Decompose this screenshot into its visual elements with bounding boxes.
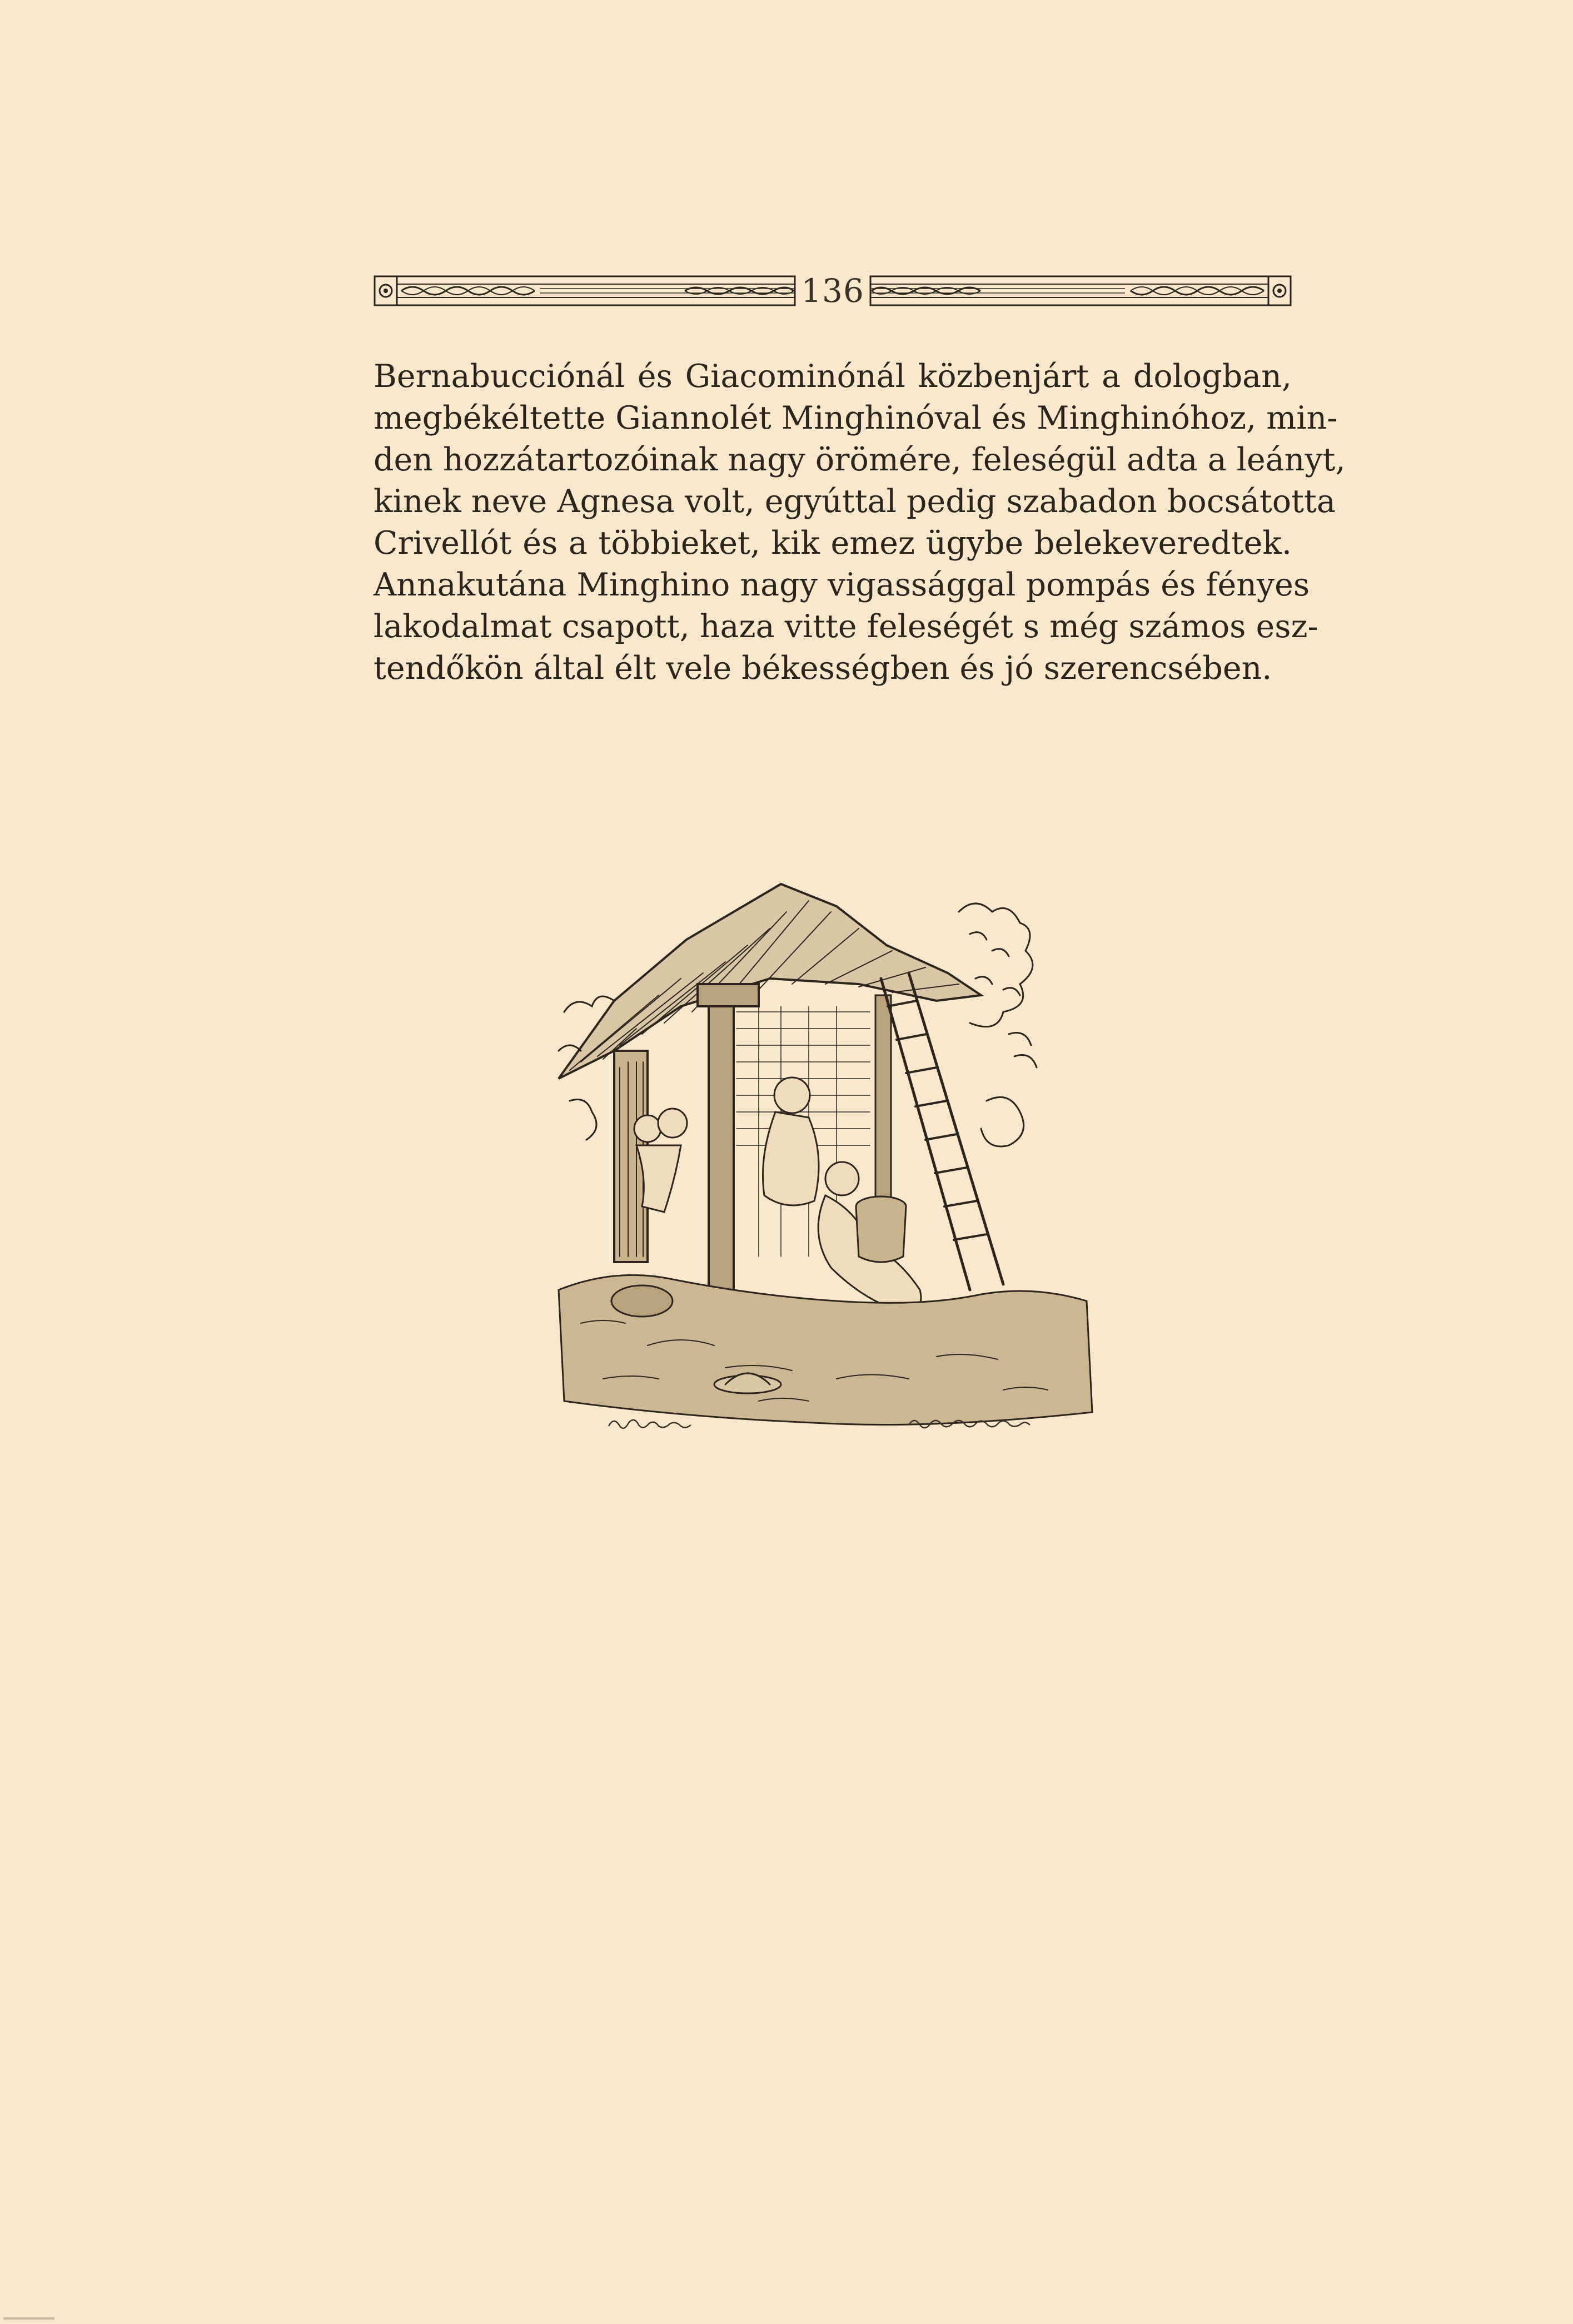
text-line: tendőkön által élt vele békességben és jó szerencsében. [374, 650, 1272, 687]
left-ornament-icon [374, 273, 796, 309]
text-line: megbékéltette Giannolét Minghinóval és Minghinóhoz, min- [374, 400, 1338, 436]
engraving-illustration [547, 867, 1114, 1451]
scanner-mark [3, 2317, 54, 2320]
text-line: Annakutána Minghino nagy vigassággal pompás és fényes [374, 567, 1310, 603]
signature-scribble-icon [906, 1415, 1039, 1432]
engraver-signature-left [606, 1415, 700, 1435]
text-line: Crivellót és a többieket, kik emez ügybe belekeveredtek. [374, 525, 1292, 562]
page-number: 136 [801, 272, 864, 310]
engraving-cherubs-hut-icon [547, 867, 1114, 1451]
body-text [374, 356, 1346, 689]
text-line: kinek neve Agnesa volt, egyúttal pedig szabadon bocsátotta [374, 483, 1336, 520]
page-header [374, 271, 1292, 310]
right-ornament-icon [869, 273, 1292, 309]
text-line: Bernabucciónál és Giacominónál közbenjárt a dologban, [374, 358, 1292, 395]
signature-scribble-icon [606, 1415, 700, 1432]
engraver-signature-right [906, 1415, 1039, 1435]
text-line: den hozzátartozóinak nagy örömére, feleségül adta a leányt, [374, 441, 1346, 478]
text-line: lakodalmat csapott, haza vitte feleségét s még számos esz- [374, 608, 1318, 645]
